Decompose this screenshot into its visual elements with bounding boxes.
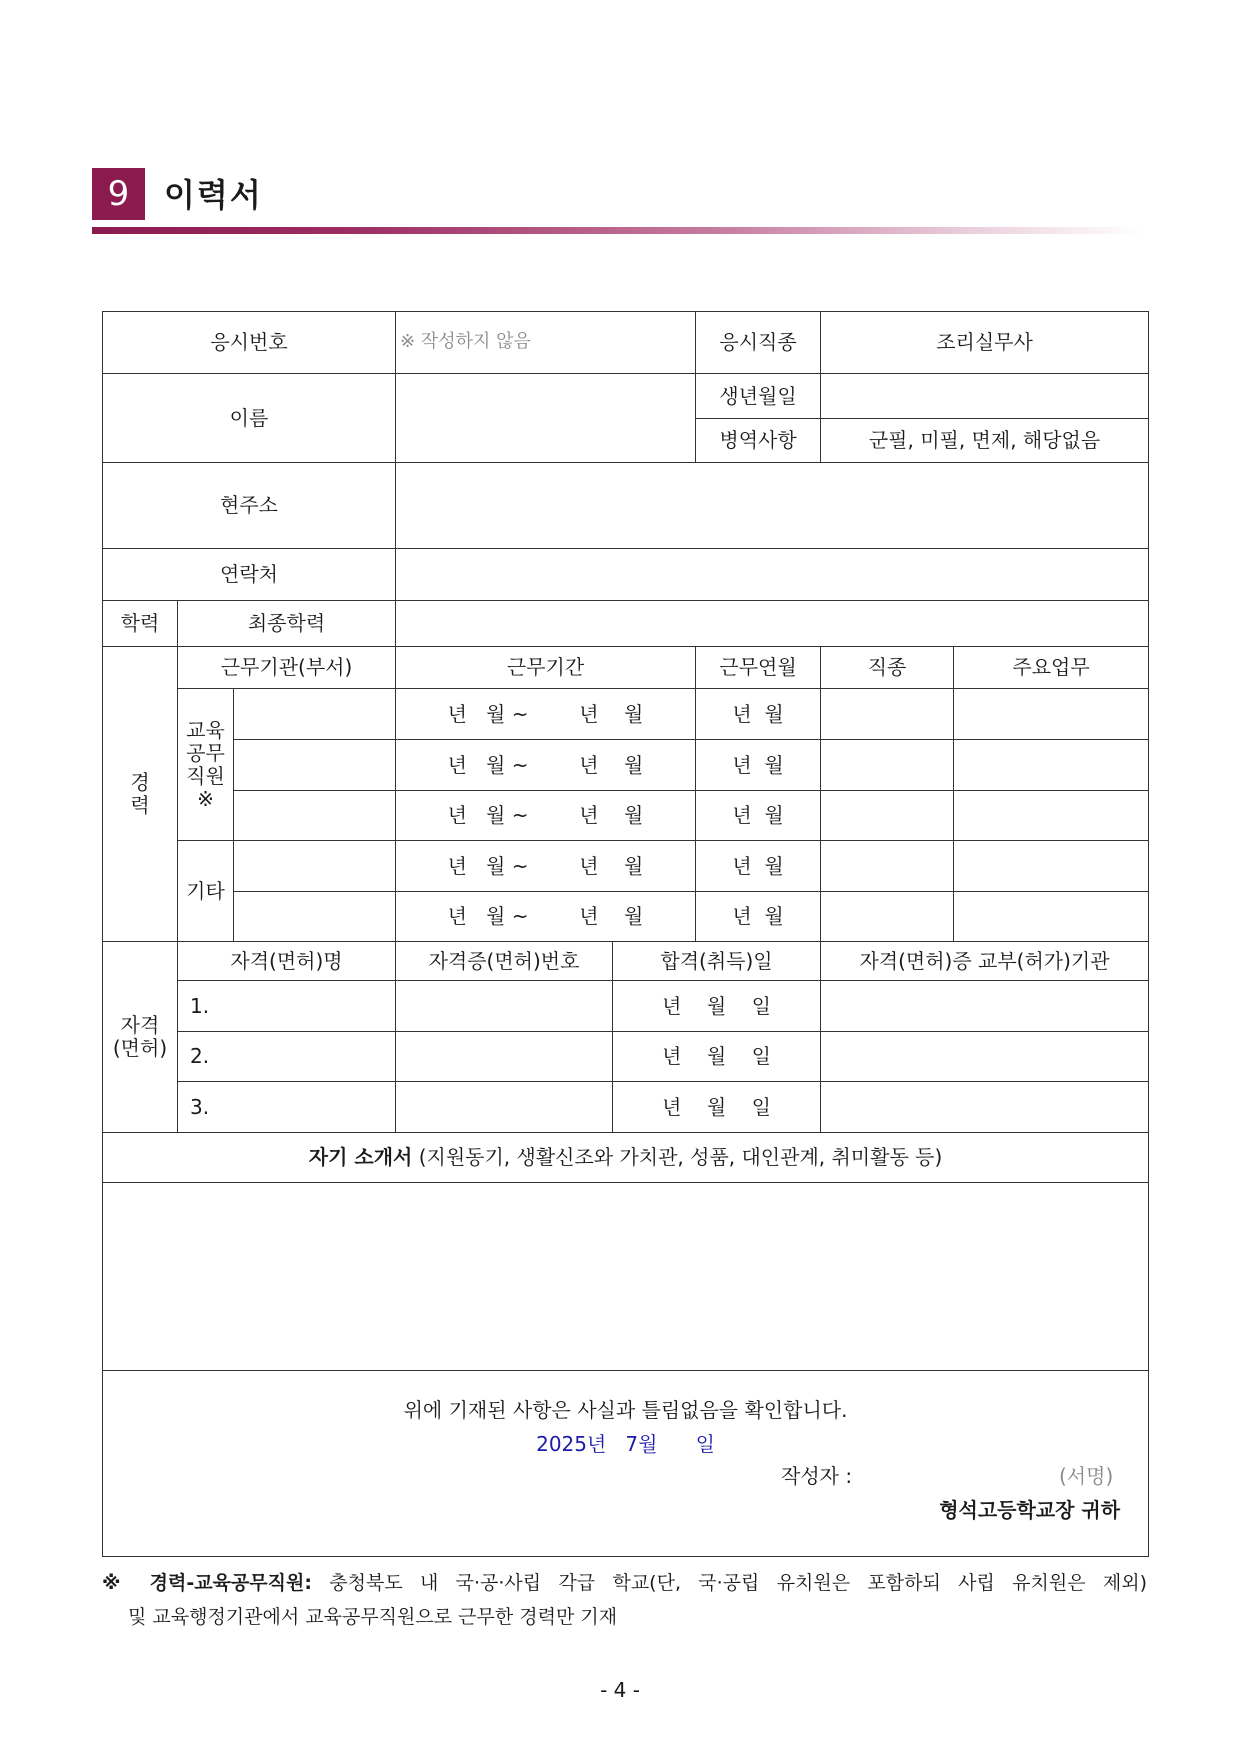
- career-job-field: [821, 841, 954, 892]
- qualification-number-field: [396, 1032, 613, 1082]
- confirmation-date: 2025년 7월 일: [536, 1432, 715, 1456]
- name-field: [396, 374, 696, 463]
- qualification-label: 자격 (면허): [103, 942, 178, 1133]
- qualification-index: 2.: [178, 1032, 396, 1082]
- name-label: 이름: [103, 374, 396, 463]
- signature-label: (서명): [1059, 1464, 1114, 1488]
- confirmation-cell: [103, 1371, 1149, 1557]
- career-duties-field: [954, 791, 1149, 841]
- military-options: 군필, 미필, 면제, 해당없음: [821, 419, 1149, 463]
- career-period: 년 월 ~ 년 월: [396, 791, 696, 841]
- exam-number-label: 응시번호: [103, 312, 396, 374]
- table-row: [103, 981, 1149, 1032]
- career-group-other: 기타: [178, 841, 234, 942]
- qualification-index: 1.: [178, 981, 396, 1032]
- career-header-duties: 주요업무: [954, 647, 1149, 689]
- birth-field: [821, 374, 1149, 419]
- career-duties-field: [954, 740, 1149, 791]
- qualification-date: 년 월 일: [613, 1082, 821, 1133]
- table-row: [103, 791, 1149, 841]
- footnote-prefix: ※ 경력-교육공무직원:: [102, 1572, 312, 1594]
- career-institution-field: [234, 740, 396, 791]
- qualification-header-issuer: 자격(면허)증 교부(허가)기관: [821, 942, 1149, 981]
- address-field: [396, 463, 1149, 549]
- final-education-field: [396, 601, 1149, 647]
- job-type-label: 응시직종: [696, 312, 821, 374]
- qualification-header-date: 합격(취득)일: [613, 942, 821, 981]
- career-institution-field: [234, 689, 396, 740]
- qualification-date: 년 월 일: [613, 981, 821, 1032]
- qualification-number-field: [396, 981, 613, 1032]
- career-months: 년 월: [696, 689, 821, 740]
- footnote-text: 충청북도 내 국·공·사립 각급 학교(단, 국·공립 유치원은 포함하되 사립 유치원은 제외): [311, 1572, 1148, 1594]
- qualification-issuer-field: [821, 1082, 1149, 1133]
- page-number: - 4 -: [600, 1678, 640, 1702]
- qualification-header-name: 자격(면허)명: [178, 942, 396, 981]
- footnote-line-2: 및 교육행정기관에서 교육공무직원으로 근무한 경력만 기재: [128, 1606, 618, 1628]
- career-institution-field: [234, 841, 396, 892]
- career-period: 년 월 ~ 년 월: [396, 740, 696, 791]
- table-row: [103, 689, 1149, 740]
- writer-label: 작성자 :: [781, 1464, 853, 1488]
- career-header-institution: 근무기관(부서): [178, 647, 396, 689]
- military-label: 병역사항: [696, 419, 821, 463]
- table-row: [103, 892, 1149, 942]
- career-group-education-staff: 교육 공무 직원 ※: [178, 689, 234, 841]
- qualification-date: 년 월 일: [613, 1032, 821, 1082]
- career-header-job: 직종: [821, 647, 954, 689]
- confirmation-statement: 위에 기재된 사항은 사실과 틀림없음을 확인합니다.: [403, 1398, 848, 1422]
- address-label: 현주소: [103, 463, 396, 549]
- career-job-field: [821, 791, 954, 841]
- self-intro-field: [103, 1183, 1149, 1371]
- career-institution-field: [234, 791, 396, 841]
- career-duties-field: [954, 841, 1149, 892]
- career-months: 년 월: [696, 892, 821, 942]
- career-job-field: [821, 892, 954, 942]
- career-job-field: [821, 689, 954, 740]
- career-period: 년 월 ~ 년 월: [396, 689, 696, 740]
- table-row: [103, 740, 1149, 791]
- resume-form-table: [102, 311, 1149, 1557]
- qualification-issuer-field: [821, 981, 1149, 1032]
- job-type-value: 조리실무사: [821, 312, 1149, 374]
- birth-label: 생년월일: [696, 374, 821, 419]
- final-education-label: 최종학력: [178, 601, 396, 647]
- career-label: 경 력: [103, 647, 178, 942]
- career-duties-field: [954, 892, 1149, 942]
- qualification-header-number: 자격증(면허)번호: [396, 942, 613, 981]
- self-intro-hint: (지원동기, 생활신조와 가치관, 성품, 대인관계, 취미활동 등): [412, 1145, 943, 1169]
- table-row: [103, 841, 1149, 892]
- exam-number-note: ※ 작성하지 않음: [396, 312, 696, 374]
- addressee: 형석고등학교장 귀하: [939, 1498, 1121, 1522]
- table-row: [103, 1082, 1149, 1133]
- footnote: [102, 1566, 1147, 1634]
- career-period: 년 월 ~ 년 월: [396, 892, 696, 942]
- career-months: 년 월: [696, 841, 821, 892]
- career-header-months: 근무연월: [696, 647, 821, 689]
- title-underline: [92, 227, 1142, 234]
- education-label: 학력: [103, 601, 178, 647]
- career-months: 년 월: [696, 740, 821, 791]
- career-period: 년 월 ~ 년 월: [396, 841, 696, 892]
- career-duties-field: [954, 689, 1149, 740]
- footnote-line-1: [102, 1566, 1147, 1600]
- self-intro-header: [103, 1133, 1149, 1183]
- qualification-number-field: [396, 1082, 613, 1133]
- confirmation-block: [103, 1371, 1148, 1556]
- contact-field: [396, 549, 1149, 601]
- contact-label: 연락처: [103, 549, 396, 601]
- career-header-period: 근무기간: [396, 647, 696, 689]
- career-institution-field: [234, 892, 396, 942]
- page-title: 이력서: [164, 176, 263, 214]
- career-job-field: [821, 740, 954, 791]
- self-intro-label: 자기 소개서: [308, 1145, 413, 1169]
- section-number-badge: [92, 168, 145, 220]
- qualification-index: 3.: [178, 1082, 396, 1133]
- career-months: 년 월: [696, 791, 821, 841]
- table-row: [103, 1032, 1149, 1082]
- qualification-issuer-field: [821, 1032, 1149, 1082]
- section-number: 9: [107, 174, 130, 214]
